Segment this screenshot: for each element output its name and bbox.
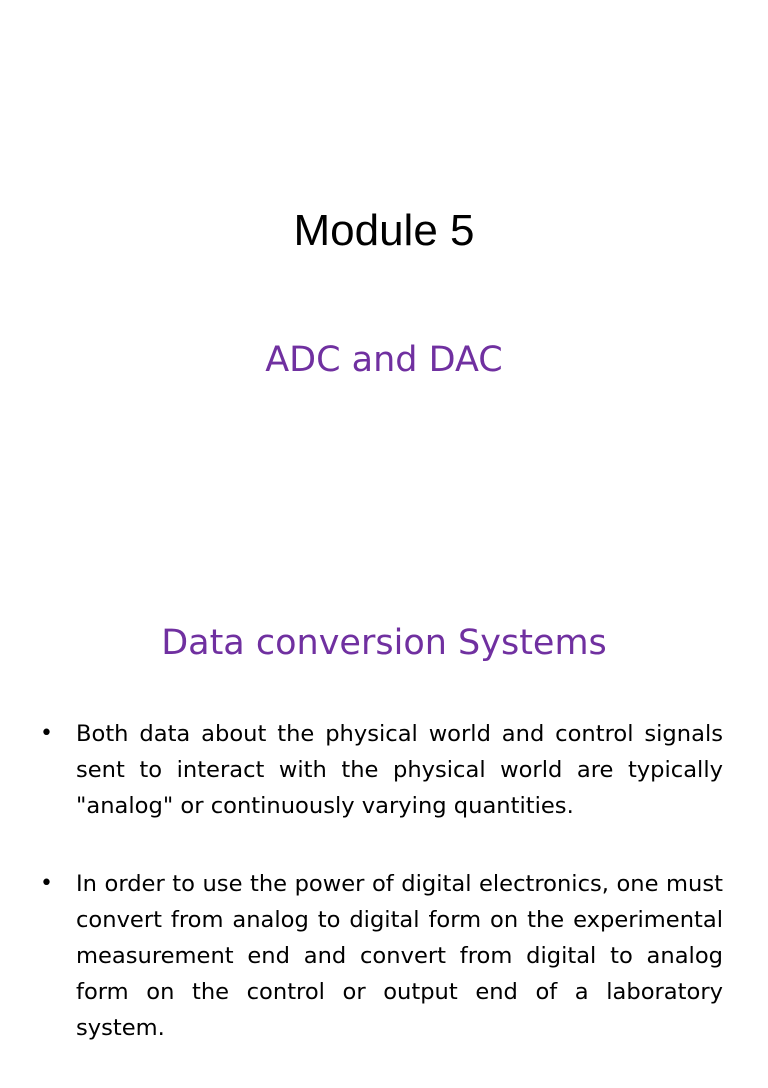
bullet-text: Both data about the physical world and control signals sent to interact with the physical world are typically "analog" or continuously varying quantities. bbox=[76, 721, 723, 819]
module-title: Module 5 bbox=[293, 206, 475, 255]
slide-data-conversion bbox=[0, 576, 768, 1041]
bullet-text: In order to use the power of digital electronics, one must convert from analog to digital form on the experimental measurement end and convert from digital to analog form on the control or output end of a laboratory system. bbox=[76, 871, 723, 1041]
bullet-item bbox=[40, 716, 723, 824]
section-title: Data conversion Systems bbox=[161, 623, 607, 663]
bullet-icon: • bbox=[40, 871, 53, 896]
bullet-icon: • bbox=[40, 721, 53, 746]
module-subtitle: ADC and DAC bbox=[265, 340, 503, 380]
bullet-list bbox=[40, 716, 723, 1088]
bullet-item bbox=[40, 866, 723, 1046]
